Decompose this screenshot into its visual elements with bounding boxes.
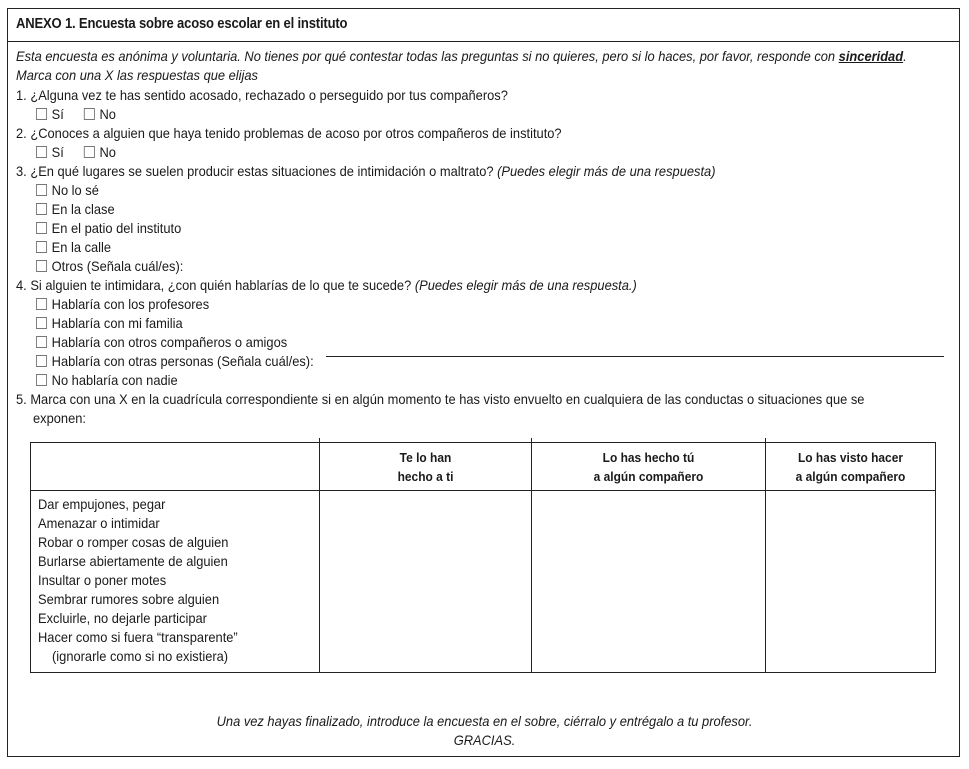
checkbox[interactable] [36,336,47,348]
column-header-2 [541,448,755,486]
question-1: 1. ¿Alguna vez te has sentido acosado, rechazado o perseguido por tus compañeros? [16,87,508,103]
question-4 [16,276,637,294]
question-3 [16,162,716,180]
option-label: En la calle [51,239,112,255]
checkbox[interactable] [36,241,47,253]
q2-no-checkbox[interactable] [84,146,95,158]
q3-option[interactable] [36,238,111,256]
intro-emphasis: sinceridad [838,48,904,64]
q2-no-label: No [99,144,116,160]
q1-yes-checkbox[interactable] [36,108,47,120]
option-label: En el patio del instituto [51,220,182,236]
q4-option[interactable] [36,371,178,389]
q3-option[interactable] [36,181,99,199]
table-row-label: Robar o romper cosas de alguien [38,534,229,550]
table-row-label: Burlarse abiertamente de alguien [38,553,228,569]
option-label: Hablaría con mi familia [51,315,183,331]
question-5-line-2: exponen: [33,410,87,426]
intro-line-2: Marca con una X las respuestas que elijas [16,67,259,83]
question-2: 2. ¿Conoces a alguien que haya tenido problemas de acoso por otros compañeros de instituto? [16,125,562,141]
q1-no-checkbox[interactable] [84,108,95,120]
q4-option[interactable] [36,333,287,351]
q3-option[interactable] [36,200,115,218]
table-row-label: Insultar o poner motes [38,572,167,588]
column-header-1 [328,448,522,486]
grid-column-divider [531,438,532,673]
checkbox[interactable] [36,222,47,234]
option-label: En la clase [51,201,115,217]
page-title: ANEXO 1. Encuesta sobre acoso escolar en el instituto [16,16,348,32]
q3-option[interactable] [36,257,183,275]
q1-yes-label: Sí [51,106,64,122]
q4-option[interactable] [36,314,183,332]
q1-no-label: No [99,106,116,122]
grid-column-divider [319,438,320,673]
checkbox[interactable] [36,374,47,386]
option-label: No lo sé [51,182,99,198]
option-label: Hablaría con los profesores [51,296,210,312]
q2-yes-label: Sí [51,144,64,160]
option-label: No hablaría con nadie [51,372,178,388]
table-row-label: Dar empujones, pegar [38,496,166,512]
intro-period: . [903,48,907,64]
footer-thanks: GRACIAS. [453,732,516,748]
checkbox[interactable] [36,184,47,196]
header-line: Lo has visto hacer [797,450,904,465]
header-line: Lo has hecho tú [602,450,695,465]
option-label: Hablaría con otras personas (Señala cuál/es): [51,353,314,369]
q2-yes-checkbox[interactable] [36,146,47,158]
intro-text: Esta encuesta es anónima y voluntaria. No tienes por qué contestar todas las preguntas si no quieres, pero si lo haces, por favor, responde con [16,48,839,64]
checkbox[interactable] [36,203,47,215]
header-line: Te lo han [399,450,452,465]
header-line: a algún compañero [593,469,704,484]
q2-options [36,143,116,161]
header-line: a algún compañero [795,469,906,484]
table-row-label: Hacer como si fuera “transparente” [38,629,238,645]
title-bar [8,9,959,42]
question-4-note: (Puedes elegir más de una respuesta.) [414,277,637,293]
question-3-note: (Puedes elegir más de una respuesta) [497,163,716,179]
table-row-label: Excluirle, no dejarle participar [38,610,207,626]
q4-option[interactable] [36,352,314,370]
question-5-line-1: 5. Marca con una X en la cuadrícula correspondiente si en algún momento te has visto envuelto en cualquiera de las conductas o situaciones que se [16,391,865,407]
table-row-label: Sembrar rumores sobre alguien [38,591,220,607]
header-line: hecho a ti [397,469,454,484]
checkbox[interactable] [36,355,47,367]
question-4-text: 4. Si alguien te intimidara, ¿con quién hablarías de lo que te sucede? [16,277,412,293]
table-row-label: Amenazar o intimidar [38,515,160,531]
footer-instructions: Una vez hayas finalizado, introduce la encuesta en el sobre, ciérralo y entrégalo a tu profesor. [216,713,753,729]
checkbox[interactable] [36,317,47,329]
table-row-label-continuation: (ignorarle como si no existiera) [52,648,229,664]
write-in-line[interactable] [326,356,944,357]
grid-header-divider [30,490,936,491]
question-3-text: 3. ¿En qué lugares se suelen producir estas situaciones de intimidación o maltrato? [16,163,494,179]
q3-option[interactable] [36,219,181,237]
option-label: Otros (Señala cuál/es): [51,258,184,274]
option-label: Hablaría con otros compañeros o amigos [51,334,288,350]
column-header-3 [773,448,928,486]
intro-line-1 [16,47,907,65]
q4-option[interactable] [36,295,209,313]
checkbox[interactable] [36,298,47,310]
checkbox[interactable] [36,260,47,272]
q1-options [36,105,116,123]
grid-column-divider [765,438,766,673]
